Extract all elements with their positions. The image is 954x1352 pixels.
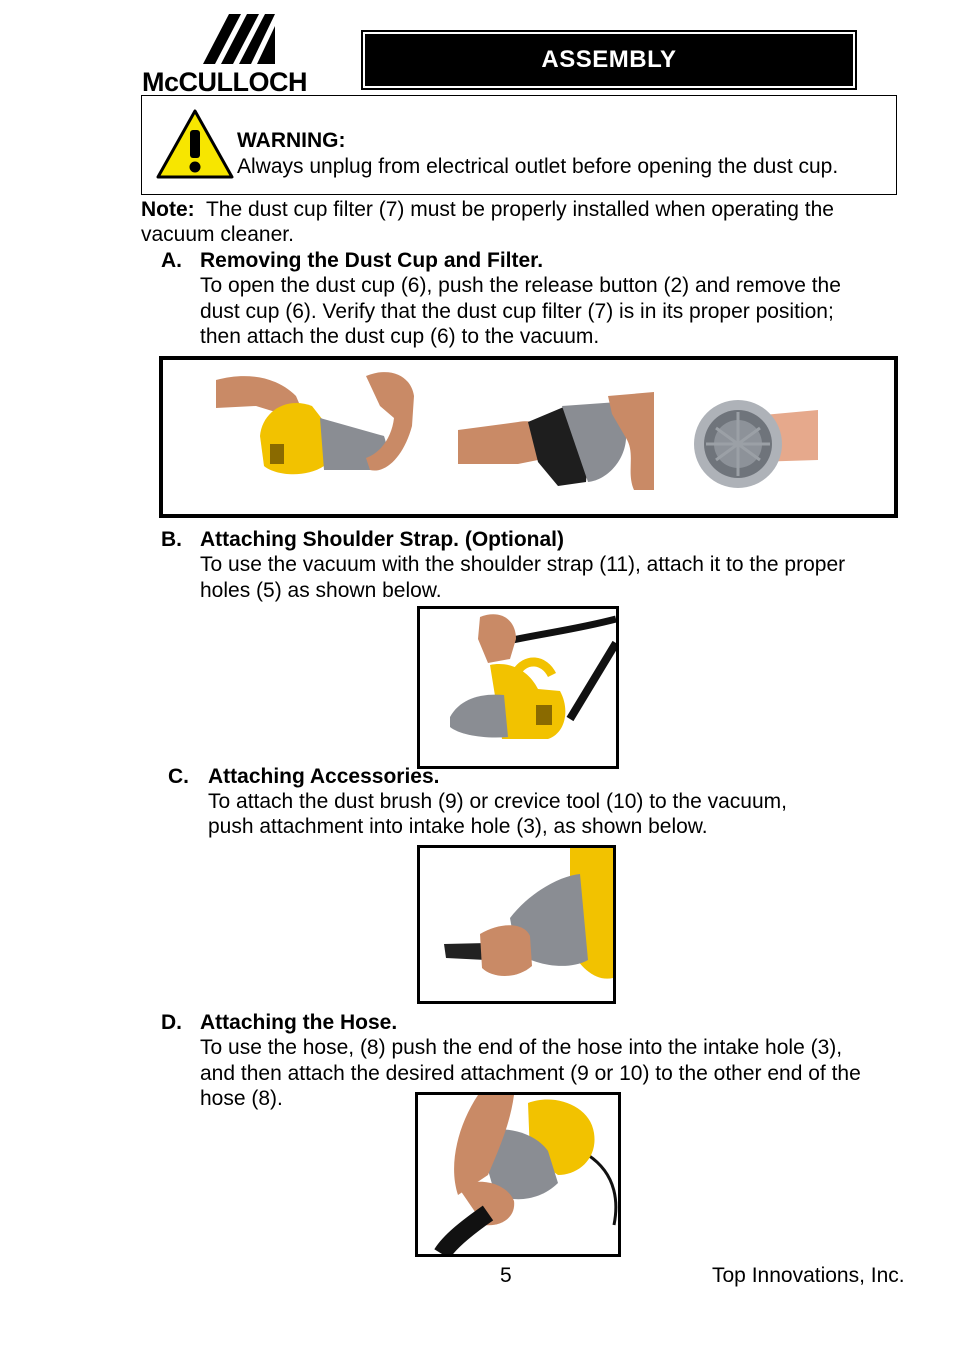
company-name: Top Innovations, Inc.: [712, 1264, 905, 1287]
section-a-line: then attach the dust cup (6) to the vacuum.: [200, 325, 600, 348]
page-number: 5: [500, 1264, 512, 1287]
section-a-heading: Removing the Dust Cup and Filter.: [200, 249, 544, 272]
photo-frame-shoulder-strap: [417, 606, 619, 769]
section-d-line: To use the hose, (8) push the end of the hose into the intake hole (3),: [200, 1036, 843, 1059]
photo-open-dust-cup: [216, 366, 416, 486]
section-b-line: To use the vacuum with the shoulder strap (11), attach it to the proper: [200, 553, 846, 576]
section-c-line: To attach the dust brush (9) or crevice tool (10) to the vacuum,: [208, 790, 787, 813]
photo-accessories: [420, 848, 613, 1001]
photo-remove-dust-cup: [458, 392, 654, 490]
section-d-line: hose (8).: [200, 1087, 283, 1110]
section-b-letter: B.: [161, 528, 182, 551]
note-line-1: [141, 197, 834, 223]
section-a-letter: A.: [161, 249, 182, 272]
section-b-line: holes (5) as shown below.: [200, 579, 442, 602]
photo-dust-cup-filter: [692, 398, 820, 490]
note-line-2: vacuum cleaner.: [141, 223, 294, 246]
photo-hose: [418, 1095, 618, 1254]
warning-title: WARNING:: [237, 129, 346, 152]
warning-text: Always unplug from electrical outlet before opening the dust cup.: [237, 155, 839, 178]
note-label: Note:: [141, 198, 195, 221]
section-d-line: and then attach the desired attachment (9 or 10) to the other end of the: [200, 1062, 861, 1085]
photo-shoulder-strap: [420, 609, 616, 766]
section-title-bar: [361, 30, 857, 90]
section-d-heading: Attaching the Hose.: [200, 1011, 398, 1034]
photo-frame-accessories: [417, 845, 616, 1004]
warning-triangle-icon: [155, 108, 235, 180]
section-b-heading: Attaching Shoulder Strap. (Optional): [200, 528, 564, 551]
page-title: ASSEMBLY: [541, 46, 677, 73]
section-c-line: push attachment into intake hole (3), as shown below.: [208, 815, 708, 838]
mcculloch-logo: [141, 12, 346, 94]
section-c-heading: Attaching Accessories.: [208, 765, 440, 788]
photo-frame-hose: [415, 1092, 621, 1257]
brand-wordmark: McCULLOCH: [142, 67, 307, 94]
section-a-line: dust cup (6). Verify that the dust cup filter (7) is in its proper position;: [200, 300, 834, 323]
note-text-1: The dust cup filter (7) must be properly installed when operating the: [194, 198, 834, 221]
section-a-line: To open the dust cup (6), push the release button (2) and remove the: [200, 274, 841, 297]
section-d-letter: D.: [161, 1011, 182, 1034]
section-c-letter: C.: [168, 765, 189, 788]
